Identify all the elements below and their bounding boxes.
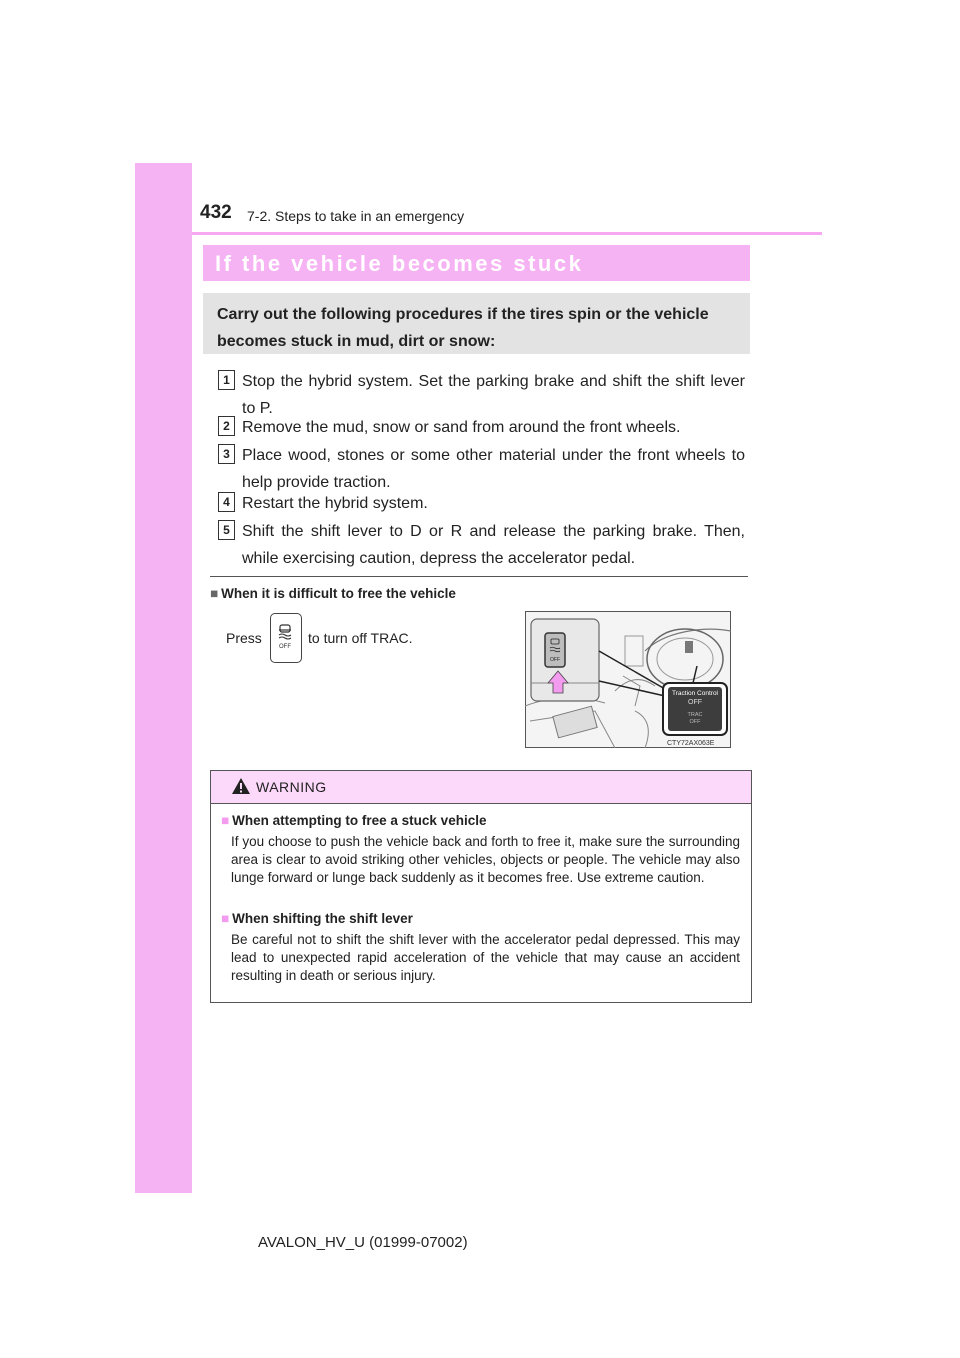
section-divider: [210, 576, 748, 577]
step-number: 4: [218, 492, 235, 512]
warning-label: WARNING: [256, 779, 327, 795]
square-bullet-icon: ■: [221, 911, 230, 926]
page-title: If the vehicle becomes stuck: [215, 251, 584, 276]
dashboard-illustration: [525, 611, 731, 748]
step-number: 3: [218, 444, 235, 464]
step-number: 1: [218, 370, 235, 390]
warning-item-heading-text: When shifting the shift lever: [232, 911, 413, 926]
step-text: Restart the hybrid system.: [242, 495, 428, 512]
press-label: Press: [226, 630, 262, 646]
screen-title: Traction Control: [672, 690, 718, 697]
warning-header: [211, 771, 751, 804]
side-tab-bar: [135, 163, 192, 1193]
sub-heading: [210, 586, 456, 601]
intro-text: Carry out the following procedures if the tires spin or the vehicle becomes stuck in mud, dirt or snow:: [217, 306, 709, 350]
step-text: Place wood, stones or some other material under the front wheels to help provide traction.: [242, 447, 745, 491]
step-number: 5: [218, 520, 235, 540]
screen-status: OFF: [688, 699, 702, 706]
section-reference: 7-2. Steps to take in an emergency: [247, 208, 465, 224]
step-text: Shift the shift lever to D or R and release the parking brake. Then, while exercising caution, depress the accelerator pedal.: [242, 523, 745, 567]
header-rule: [192, 232, 822, 235]
square-bullet-icon: ■: [221, 813, 230, 828]
warning-item-body: Be careful not to shift the shift lever with the accelerator pedal depressed. This may lead to unexpected rapid acceleration of the vehicle that may cause an accident resulting in death or serious injury.: [231, 932, 740, 983]
intro-box: [203, 293, 750, 354]
screen-trac-status: OFF: [689, 719, 701, 725]
warning-triangle-icon: [231, 777, 251, 795]
illustration-button-label: OFF: [550, 657, 560, 663]
warning-item-heading-text: When attempting to free a stuck vehicle: [232, 813, 487, 828]
press-instruction: to turn off TRAC.: [308, 630, 413, 646]
step-text: Remove the mud, snow or sand from around the front wheels.: [242, 419, 681, 436]
warning-item-heading: [221, 813, 486, 828]
trac-off-icon-label: OFF: [279, 644, 291, 650]
step-number: 2: [218, 416, 235, 436]
step-text: Stop the hybrid system. Set the parking brake and shift the shift lever to P.: [242, 373, 745, 417]
title-bar: [203, 245, 750, 281]
illustration-code: CTY72AX063E: [667, 740, 715, 747]
warning-item-heading: [221, 911, 413, 926]
sub-heading-text: When it is difficult to free the vehicle: [221, 586, 456, 601]
trac-off-icon: [270, 613, 302, 663]
footer-document-code: AVALON_HV_U (01999-07002): [258, 1234, 468, 1251]
screen-trac: TRAC: [687, 712, 703, 718]
square-bullet-icon: ■: [210, 586, 219, 601]
warning-box: [210, 770, 752, 1003]
warning-item-body: If you choose to push the vehicle back and forth to free it, make sure the surrounding area is clear to avoid striking other vehicles, objects or people. The vehicle may also lunge forward or lunge back suddenly as it becomes free. Use extreme caution.: [231, 834, 740, 885]
page-number: 432: [200, 202, 232, 223]
